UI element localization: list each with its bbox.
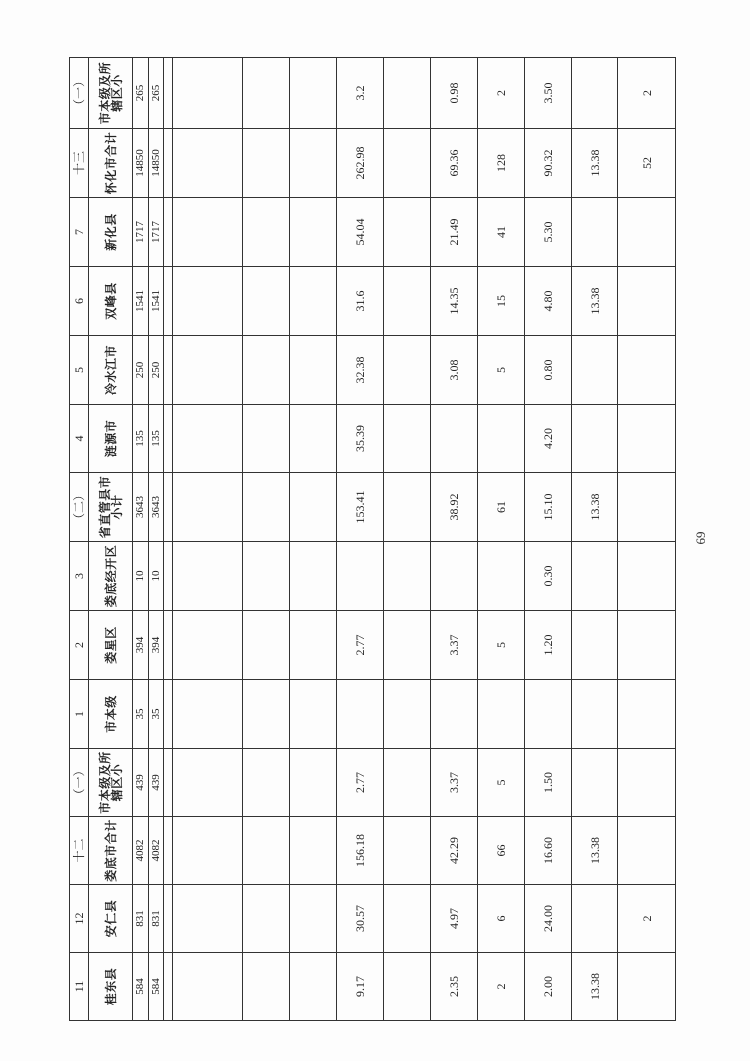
table-cell: 15 bbox=[477, 267, 524, 336]
table-cell bbox=[384, 611, 431, 680]
table-cell: 69.36 bbox=[430, 129, 477, 198]
table-cell bbox=[477, 405, 524, 473]
table-cell: 3.50 bbox=[524, 58, 571, 129]
table-cell bbox=[618, 336, 676, 405]
table-cell bbox=[384, 542, 431, 611]
table-cell bbox=[290, 267, 337, 336]
table-cell: 4082 bbox=[148, 817, 163, 885]
table-cell: 14.35 bbox=[430, 267, 477, 336]
table-cell: 14850 bbox=[133, 129, 148, 198]
table-cell bbox=[571, 58, 618, 129]
table-cell bbox=[163, 267, 172, 336]
table-cell bbox=[173, 817, 243, 885]
table-cell: 新化县 bbox=[88, 198, 133, 267]
table-cell: 4 bbox=[70, 405, 89, 473]
table-cell: 桂东县 bbox=[88, 953, 133, 1021]
table-row bbox=[430, 58, 477, 1021]
table-cell bbox=[524, 680, 571, 749]
table-cell: 13.38 bbox=[571, 473, 618, 542]
table-cell bbox=[163, 58, 172, 129]
table-cell bbox=[173, 680, 243, 749]
table-cell: 安仁县 bbox=[88, 885, 133, 953]
table-row bbox=[243, 58, 290, 1021]
table-cell: 439 bbox=[133, 749, 148, 817]
table-cell bbox=[243, 542, 290, 611]
table-cell bbox=[290, 749, 337, 817]
table-cell bbox=[290, 817, 337, 885]
table-cell: 394 bbox=[133, 611, 148, 680]
table-cell: 13.38 bbox=[571, 817, 618, 885]
table-cell bbox=[173, 953, 243, 1021]
table-cell bbox=[173, 405, 243, 473]
table-cell: 2 bbox=[618, 885, 676, 953]
table-cell bbox=[163, 817, 172, 885]
table-cell bbox=[384, 198, 431, 267]
table-cell: 1.50 bbox=[524, 749, 571, 817]
table-cell: （一） bbox=[70, 58, 89, 129]
table-cell bbox=[173, 885, 243, 953]
table-cell: 1 bbox=[70, 680, 89, 749]
table-cell: 4.80 bbox=[524, 267, 571, 336]
table-cell: 7 bbox=[70, 198, 89, 267]
table-cell: 135 bbox=[133, 405, 148, 473]
table-cell: 市本级 bbox=[88, 680, 133, 749]
table-cell: 61 bbox=[477, 473, 524, 542]
table-cell bbox=[173, 611, 243, 680]
table-cell bbox=[243, 611, 290, 680]
table-cell bbox=[173, 336, 243, 405]
table-cell: 10 bbox=[133, 542, 148, 611]
table-cell: 2.77 bbox=[337, 749, 384, 817]
table-cell: 2 bbox=[70, 611, 89, 680]
table-cell: 1717 bbox=[148, 198, 163, 267]
table-cell bbox=[163, 336, 172, 405]
table-cell bbox=[243, 267, 290, 336]
table-cell bbox=[618, 953, 676, 1021]
table-cell bbox=[243, 680, 290, 749]
table-cell: 5 bbox=[477, 611, 524, 680]
table-cell bbox=[243, 749, 290, 817]
table-cell bbox=[243, 817, 290, 885]
table-cell bbox=[163, 611, 172, 680]
table-cell: 11 bbox=[70, 953, 89, 1021]
table-cell bbox=[163, 473, 172, 542]
table-cell: 省直管县市小计 bbox=[88, 473, 133, 542]
table-cell bbox=[571, 885, 618, 953]
table-cell: 5 bbox=[70, 336, 89, 405]
table-cell bbox=[618, 817, 676, 885]
table-cell: 153.41 bbox=[337, 473, 384, 542]
table-cell: 2.00 bbox=[524, 953, 571, 1021]
table-cell: 3.37 bbox=[430, 749, 477, 817]
table-cell bbox=[290, 680, 337, 749]
table-cell bbox=[163, 749, 172, 817]
table-cell: 12 bbox=[70, 885, 89, 953]
table-row bbox=[571, 58, 618, 1021]
table-cell: 冷水江市 bbox=[88, 336, 133, 405]
table-cell bbox=[243, 129, 290, 198]
table-cell bbox=[173, 473, 243, 542]
table-cell bbox=[173, 749, 243, 817]
table-cell bbox=[384, 267, 431, 336]
page-number: 69 bbox=[693, 531, 708, 545]
table-cell: 0.98 bbox=[430, 58, 477, 129]
table-cell: 41 bbox=[477, 198, 524, 267]
table-row bbox=[88, 58, 133, 1021]
table-cell: （二） bbox=[70, 473, 89, 542]
table-cell: 31.6 bbox=[337, 267, 384, 336]
table-cell bbox=[173, 58, 243, 129]
table-cell bbox=[243, 473, 290, 542]
table-cell bbox=[571, 611, 618, 680]
table-cell bbox=[243, 953, 290, 1021]
table-cell bbox=[173, 542, 243, 611]
table-cell: 35 bbox=[133, 680, 148, 749]
table-cell bbox=[337, 680, 384, 749]
table-cell bbox=[290, 611, 337, 680]
table-cell bbox=[384, 817, 431, 885]
table-cell: 5 bbox=[477, 336, 524, 405]
table-cell: 5 bbox=[477, 749, 524, 817]
table-row bbox=[133, 58, 148, 1021]
table-cell bbox=[430, 542, 477, 611]
table-cell: 0.30 bbox=[524, 542, 571, 611]
data-table bbox=[69, 57, 676, 1021]
table-cell: 怀化市合计 bbox=[88, 129, 133, 198]
table-cell: 128 bbox=[477, 129, 524, 198]
table-cell: 394 bbox=[148, 611, 163, 680]
table-cell: 15.10 bbox=[524, 473, 571, 542]
table-cell: 21.49 bbox=[430, 198, 477, 267]
table-cell: 十二 bbox=[70, 817, 89, 885]
table-row bbox=[618, 58, 676, 1021]
table-cell: 1717 bbox=[133, 198, 148, 267]
table-cell bbox=[384, 885, 431, 953]
table-cell bbox=[384, 953, 431, 1021]
table-row bbox=[337, 58, 384, 1021]
table-cell bbox=[243, 885, 290, 953]
table-row bbox=[163, 58, 172, 1021]
table-cell bbox=[430, 680, 477, 749]
table-cell: 250 bbox=[133, 336, 148, 405]
table-cell: 4082 bbox=[133, 817, 148, 885]
table-cell: 2.35 bbox=[430, 953, 477, 1021]
table-cell bbox=[290, 336, 337, 405]
table-cell: 831 bbox=[148, 885, 163, 953]
table-cell: 54.04 bbox=[337, 198, 384, 267]
table-cell: 14850 bbox=[148, 129, 163, 198]
table-cell bbox=[290, 953, 337, 1021]
table-cell: 38.92 bbox=[430, 473, 477, 542]
table-cell bbox=[173, 129, 243, 198]
table-cell: 24.00 bbox=[524, 885, 571, 953]
table-cell: 135 bbox=[148, 405, 163, 473]
table-cell: 250 bbox=[148, 336, 163, 405]
table-cell: 1541 bbox=[148, 267, 163, 336]
table-cell: 584 bbox=[148, 953, 163, 1021]
table-cell bbox=[243, 58, 290, 129]
table-cell bbox=[571, 336, 618, 405]
table-cell bbox=[163, 885, 172, 953]
table-cell: 3.08 bbox=[430, 336, 477, 405]
table-cell: 16.60 bbox=[524, 817, 571, 885]
table-cell bbox=[173, 198, 243, 267]
table-row bbox=[173, 58, 243, 1021]
table-cell bbox=[243, 405, 290, 473]
table-cell bbox=[163, 680, 172, 749]
table-cell: 13.38 bbox=[571, 267, 618, 336]
table-row bbox=[70, 58, 89, 1021]
table-cell: 2.77 bbox=[337, 611, 384, 680]
table-cell: 4.20 bbox=[524, 405, 571, 473]
table-cell: 十三 bbox=[70, 129, 89, 198]
table-cell bbox=[290, 58, 337, 129]
table-cell: 0.80 bbox=[524, 336, 571, 405]
table-cell: 9.17 bbox=[337, 953, 384, 1021]
table-cell: 439 bbox=[148, 749, 163, 817]
data-table-container bbox=[69, 58, 676, 1021]
table-cell: 42.29 bbox=[430, 817, 477, 885]
table-cell bbox=[163, 953, 172, 1021]
table-cell: 双峰县 bbox=[88, 267, 133, 336]
table-cell: 5.30 bbox=[524, 198, 571, 267]
table-cell bbox=[290, 542, 337, 611]
table-cell bbox=[243, 198, 290, 267]
table-cell: 584 bbox=[133, 953, 148, 1021]
table-cell bbox=[430, 405, 477, 473]
table-cell bbox=[571, 198, 618, 267]
table-cell: 娄底市合计 bbox=[88, 817, 133, 885]
table-cell: 265 bbox=[133, 58, 148, 129]
table-cell bbox=[290, 885, 337, 953]
table-cell: 52 bbox=[618, 129, 676, 198]
table-cell bbox=[337, 542, 384, 611]
table-row bbox=[290, 58, 337, 1021]
table-cell bbox=[618, 405, 676, 473]
table-cell bbox=[290, 129, 337, 198]
table-cell: 32.38 bbox=[337, 336, 384, 405]
table-cell: 3643 bbox=[148, 473, 163, 542]
table-cell bbox=[290, 198, 337, 267]
table-cell: 265 bbox=[148, 58, 163, 129]
table-cell bbox=[384, 58, 431, 129]
table-cell bbox=[243, 336, 290, 405]
table-cell: 831 bbox=[133, 885, 148, 953]
table-cell: 6 bbox=[70, 267, 89, 336]
table-cell bbox=[618, 198, 676, 267]
table-cell bbox=[571, 749, 618, 817]
table-cell bbox=[477, 680, 524, 749]
table-cell: 2 bbox=[477, 58, 524, 129]
table-row bbox=[524, 58, 571, 1021]
table-cell bbox=[571, 405, 618, 473]
table-cell bbox=[384, 336, 431, 405]
table-body bbox=[70, 58, 676, 1021]
table-cell: 4.97 bbox=[430, 885, 477, 953]
table-cell: 3.37 bbox=[430, 611, 477, 680]
table-cell: 262.98 bbox=[337, 129, 384, 198]
table-cell bbox=[384, 129, 431, 198]
table-cell bbox=[163, 129, 172, 198]
table-cell: 1.20 bbox=[524, 611, 571, 680]
table-cell: 娄底经开区 bbox=[88, 542, 133, 611]
table-cell: 10 bbox=[148, 542, 163, 611]
table-cell: 6 bbox=[477, 885, 524, 953]
table-cell bbox=[163, 542, 172, 611]
table-cell: 涟源市 bbox=[88, 405, 133, 473]
table-cell bbox=[384, 405, 431, 473]
table-cell: 市本级及所辖区小 bbox=[88, 749, 133, 817]
table-cell: 90.32 bbox=[524, 129, 571, 198]
table-row bbox=[384, 58, 431, 1021]
table-cell: 13.38 bbox=[571, 953, 618, 1021]
table-cell: 30.57 bbox=[337, 885, 384, 953]
table-cell: 156.18 bbox=[337, 817, 384, 885]
table-cell: （一） bbox=[70, 749, 89, 817]
table-cell bbox=[618, 542, 676, 611]
table-cell: 2 bbox=[477, 953, 524, 1021]
table-cell bbox=[163, 198, 172, 267]
table-cell: 2 bbox=[618, 58, 676, 129]
table-cell bbox=[290, 405, 337, 473]
table-cell bbox=[384, 680, 431, 749]
table-cell bbox=[173, 267, 243, 336]
table-cell: 35 bbox=[148, 680, 163, 749]
table-cell: 66 bbox=[477, 817, 524, 885]
table-cell bbox=[571, 542, 618, 611]
table-cell: 娄星区 bbox=[88, 611, 133, 680]
table-cell: 3643 bbox=[133, 473, 148, 542]
table-cell bbox=[477, 542, 524, 611]
table-cell bbox=[384, 749, 431, 817]
table-cell bbox=[571, 680, 618, 749]
table-cell: 13.38 bbox=[571, 129, 618, 198]
table-row bbox=[148, 58, 163, 1021]
table-cell bbox=[618, 749, 676, 817]
table-cell bbox=[618, 611, 676, 680]
table-cell: 市本级及所辖区小 bbox=[88, 58, 133, 129]
table-cell bbox=[618, 267, 676, 336]
table-cell bbox=[618, 473, 676, 542]
table-cell bbox=[290, 473, 337, 542]
table-cell bbox=[163, 405, 172, 473]
table-cell bbox=[618, 680, 676, 749]
table-cell: 3 bbox=[70, 542, 89, 611]
table-row bbox=[477, 58, 524, 1021]
table-cell bbox=[384, 473, 431, 542]
table-cell: 35.39 bbox=[337, 405, 384, 473]
table-cell: 1541 bbox=[133, 267, 148, 336]
table-cell: 3.2 bbox=[337, 58, 384, 129]
